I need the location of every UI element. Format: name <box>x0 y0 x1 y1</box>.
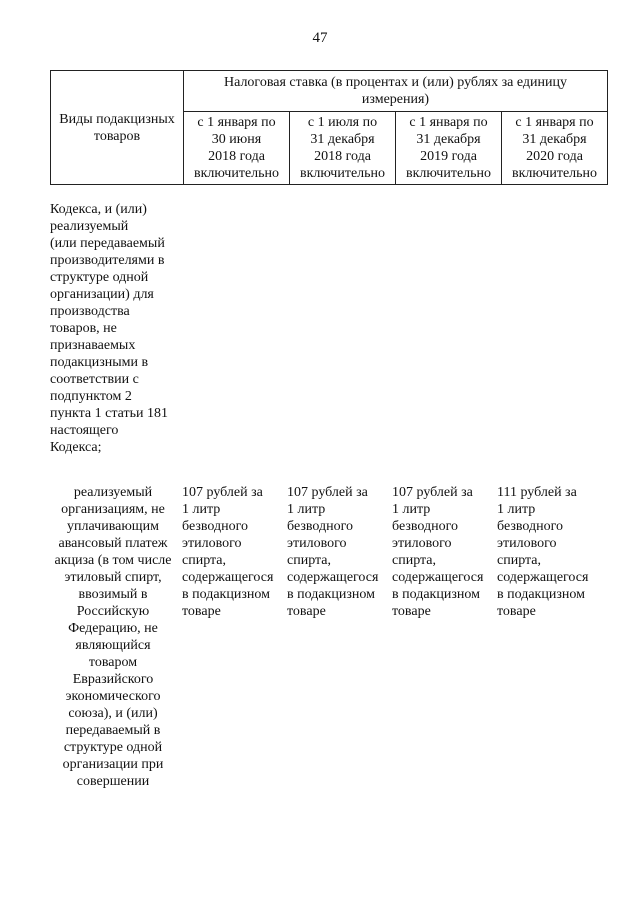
rate-cell-3: 107 рублей за 1 литр безводного этилового спирта, содержащегося в подакцизном товаре <box>392 485 484 619</box>
rate-cell-2: 107 рублей за 1 литр безводного этилового спирта, содержащегося в подакцизном товаре <box>287 485 379 619</box>
tax-rate-header: Налоговая ставка (в процентах и (или) рублях за единицу измерения) <box>184 71 608 112</box>
goods-description: Кодекса, и (или) реализуемый (или передаваемый производителями в структуре одной организации) для производства товаров, не признаваемых подакцизными в соответствии с подпунктом 2 пункта 1 статьи 181 настоящего Кодекса; <box>50 202 168 455</box>
table-row <box>50 201 178 456</box>
rate-cell-4: 111 рублей за 1 литр безводного этилового спирта, содержащегося в подакцизном товаре <box>497 485 589 619</box>
period-header-2: с 1 июля по 31 декабря 2018 года включительно <box>290 112 396 185</box>
period-header-1: с 1 января по 30 июня 2018 года включительно <box>184 112 290 185</box>
goods-description: реализуемый организациям, не уплачивающим авансовый платеж акциза (в том числе этиловый спирт, ввозимый в Российскую Федерацию, не являющийся товаром Евразийского экономического союза), и (или) передаваемый в структуре одной организации при совершении <box>54 485 172 789</box>
page-number: 47 <box>312 30 328 46</box>
table-row <box>50 484 608 790</box>
excise-goods-kinds-header: Виды подакцизных товаров <box>51 71 184 185</box>
tax-rate-table-header <box>50 70 608 185</box>
period-header-4: с 1 января по 31 декабря 2020 года включительно <box>502 112 608 185</box>
period-header-3: с 1 января по 31 декабря 2019 года включительно <box>396 112 502 185</box>
rate-cell-1: 107 рублей за 1 литр безводного этилового спирта, содержащегося в подакцизном товаре <box>182 485 274 619</box>
